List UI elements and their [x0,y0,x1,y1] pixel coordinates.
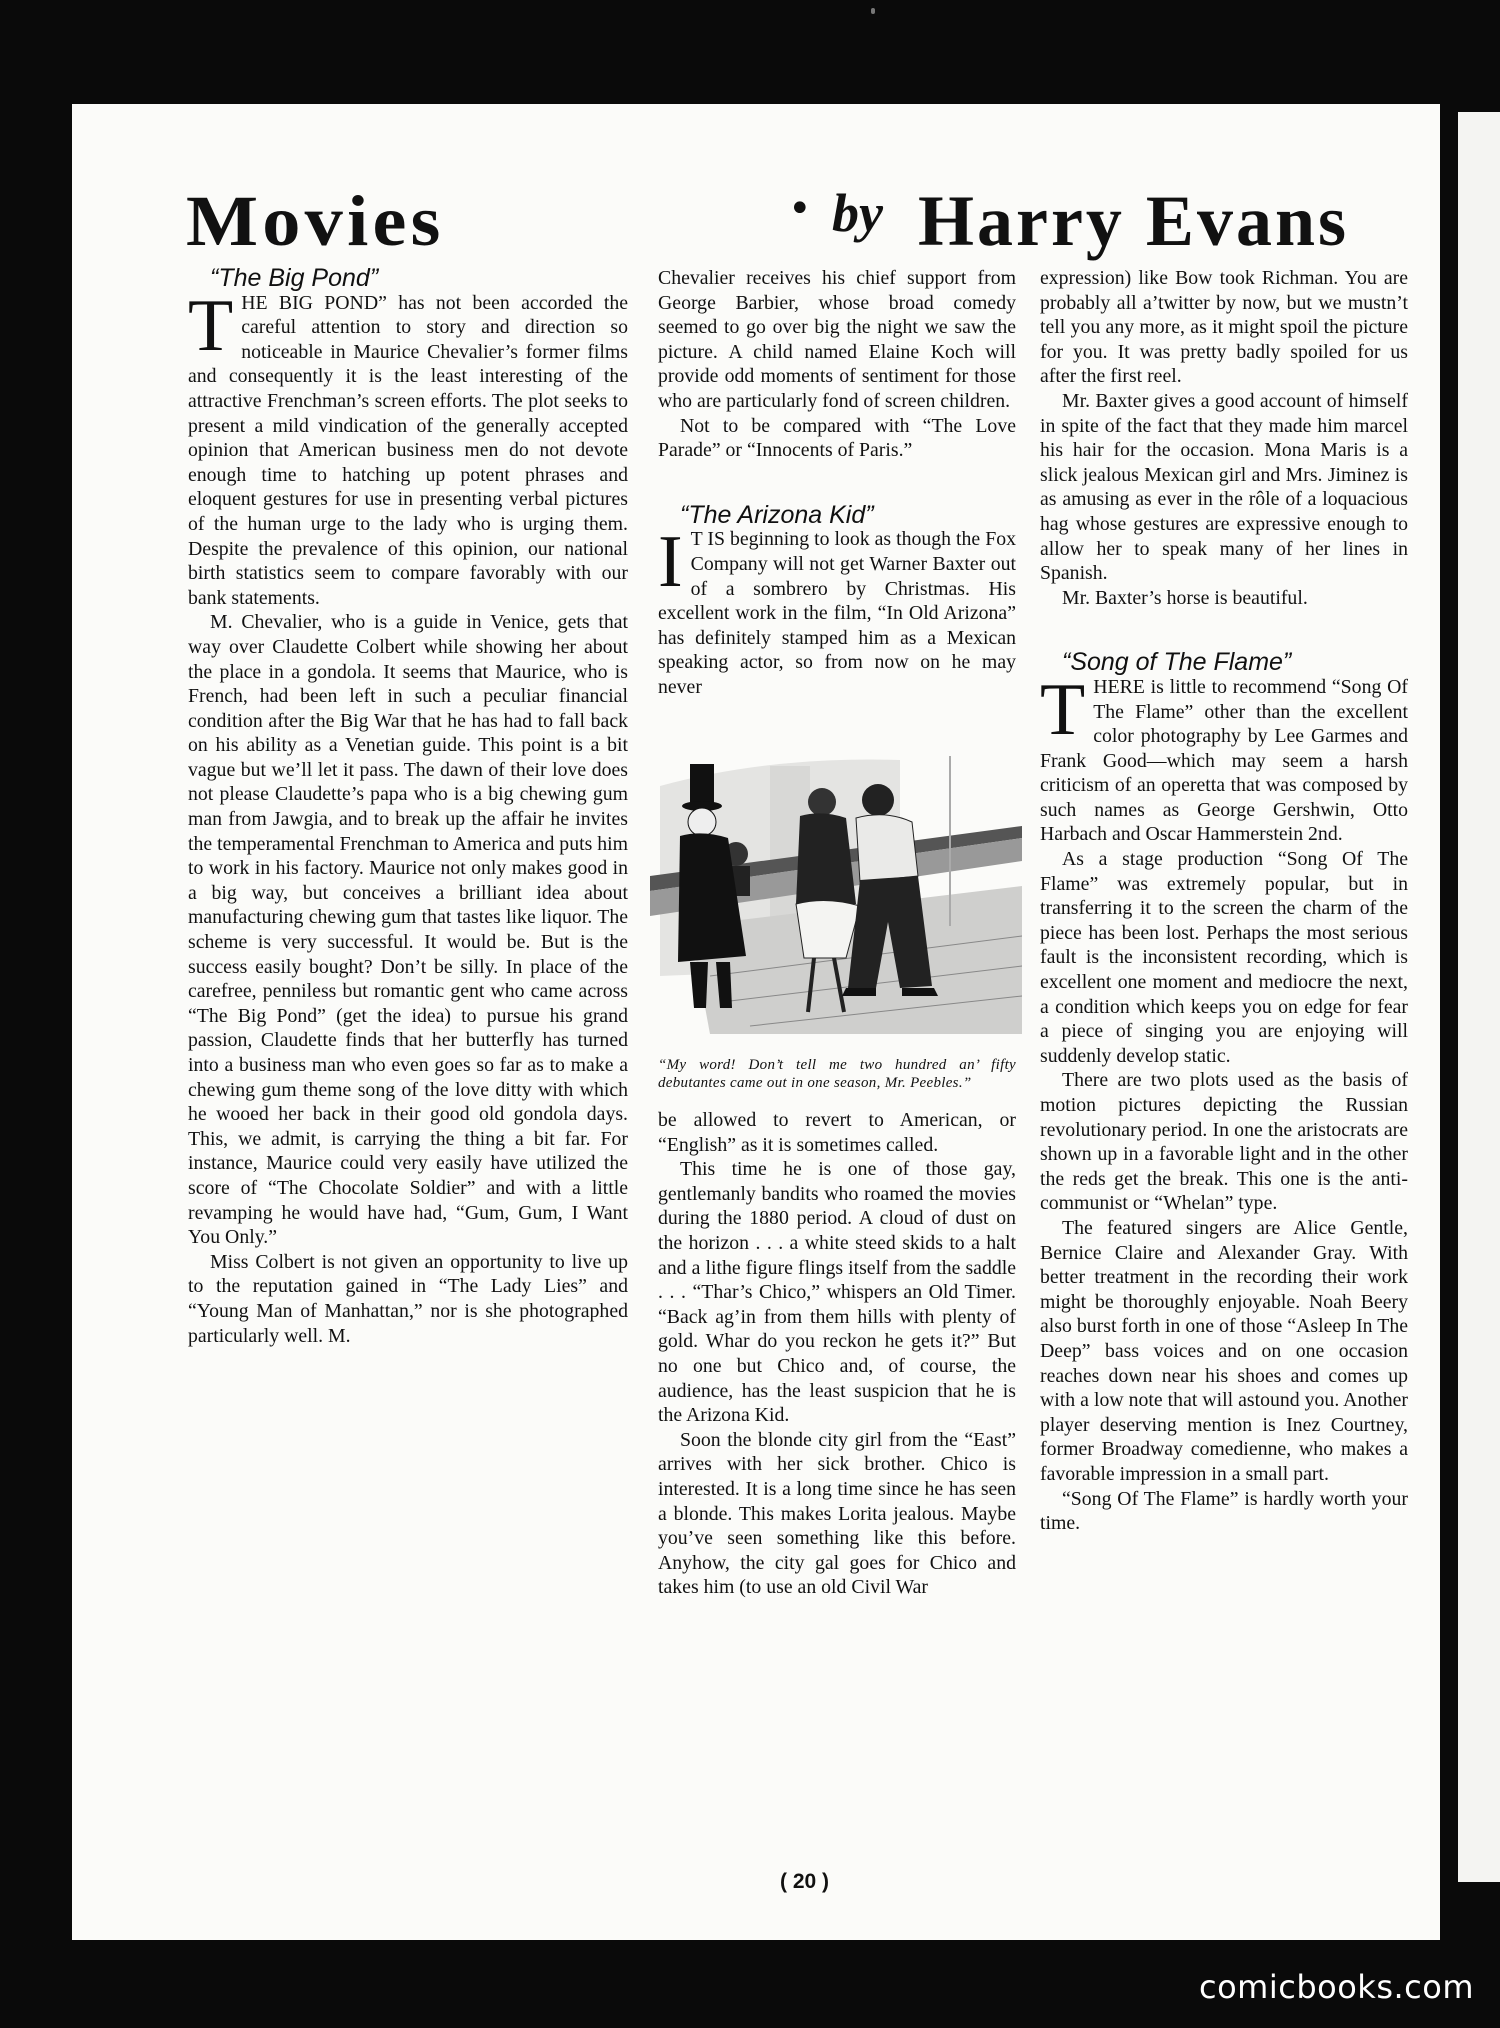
big-pond-paragraph-1 [188,284,628,611]
song-flame-paragraph-2: As a stage production “Song Of The Flame” was extremely popular, but in transferring it to the screen the charm of the piece has been lost. Perhaps the most serious fault is the inconsistent recording, which is excellent one moment and mediocre the next, a condition which keeps you on edge for fear a piece of singing you are enjoying will suddenly develop static. [1040,848,1408,1067]
big-pond-paragraph-4: Chevalier receives his chief support from George Barbier, whose broad comedy seemed to go over big the night we saw the picture. A child named Elaine Koch will provide odd moments of sentiment for those who are particularly fond of screen children. [658,267,1016,412]
section-heading-song-flame: “Song of The Flame” [1062,648,1292,677]
song-flame-paragraph-5: “Song Of The Flame” is hardly worth your time. [1040,1487,1408,1535]
cartoon-illustration [650,726,1022,1034]
arizona-paragraph-1 [658,521,1016,699]
masthead [0,181,1368,261]
arizona-paragraph-4: Soon the blonde city girl from the “East” arrives with her sick brother. Chico is interested. It is a long time since he has seen a blonde. This makes Lorita jealous. Maybe you’ve seen something like this before. Anyhow, the city gal goes for Chico and takes him (to use an old Civil War [658,1428,1016,1599]
arizona-paragraph-6: Mr. Baxter gives a good account of himself in spite of the fact that they made him marcel his hair for the occasion. Mona Maris is a slick jealous Mexican girl and Mrs. Jiminez is as amusing as ever in the rôle of a loquacious hag whose gestures are expressive enough to allow her to speak many of her lines in Spanish. [1040,389,1408,585]
column-1 [188,266,628,1348]
section-heading-arizona-kid: “The Arizona Kid” [680,500,874,529]
page-number: ( 20 ) [780,1870,830,1893]
masthead-by: by [832,183,883,243]
masthead-title: Movies [186,181,445,261]
arizona-paragraph-3: This time he is one of those gay, gentlemanly bandits who roamed the movies during the 1880 period. A cloud of dust on the horizon . . . a white steed skids to a halt and a lithe figure flings itself from the saddle . . . “Thar’s Chico,” whispers an Old Timer. “Back ag’in from them hills with plenty of gold. Whar do you reckon he gets it?” But no one but Chico and, of course, the audience, has the least suspicion that he is the Arizona Kid. [658,1158,1016,1427]
big-pond-paragraph-5: Not to be compared with “The Love Parade” or “Innocents of Paris.” [658,414,1016,462]
masthead-bullet: • [788,186,812,232]
watermark: comicbooks.com [1198,1968,1474,2006]
column-3 [1040,266,1408,1536]
paragraph-text: HE BIG POND” has not been accorded the careful attention to story and direction so noticeable in Maurice Chevalier’s former films and consequently it is the least interesting of the attractive Frenchman’s screen efforts. The plot seeks to present a mild vindication of the generally accepted opinion that American business men do not devote enough time to hatching up potent phrases and eloquent gestures for use in presenting verbal pictures of the human urge to the lady who is urging them. Despite the prevalence of this opinion, our national birth statistics seem to compare favorably with our bank statements. [188,291,628,609]
song-flame-paragraph-1 [1040,668,1408,847]
drop-cap: T [188,284,234,367]
paragraph-text: HERE is little to recommend “Song Of The Flame” other than the excellent color photography by Lee Garmes and Frank Good—which may seem a harsh criticism of an operetta that was composed by such names as George Gershwin, Otto Harbach and Oscar Hammerstein 2nd. [1040,675,1408,846]
facing-page-edge [1458,112,1500,1882]
song-flame-paragraph-4: The featured singers are Alice Gentle, Bernice Claire and Alexander Gray. With better treatment in the recording their work might be thoroughly enjoyable. Noah Beery also burst forth in one of those “Asleep In The Deep” bass voices and on one occasion reaches down near his shoes and comes up with a low note that will astound you. Another player deserving mention is Inez Courtney, former Broadway comedienne, who makes a favorable impression in a small part. [1040,1216,1408,1485]
column-2 [658,266,1016,1600]
song-flame-paragraph-3: There are two plots used as the basis of motion pictures depicting the Russian revolutionary period. In one the aristocrats are shown up in a favorable light and in the other the reds get the break. This one is the anti-communist or “Whelan” type. [1040,1069,1408,1215]
arizona-paragraph-7: Mr. Baxter’s horse is beautiful. [1062,586,1308,609]
drop-cap: I [658,521,683,604]
cartoon-caption: “My word! Don’t tell me two hundred an’ fifty debutantes came out in one season, Mr. Peebles.” [658,1057,1016,1092]
masthead-author: Harry Evans [918,181,1350,261]
big-pond-paragraph-3: Miss Colbert is not given an opportunity to live up to the reputation gained in “The Lady Lies” and “Young Man of Manhattan,” nor is she photographed particularly well. M. [188,1250,628,1347]
arizona-paragraph-2: be allowed to revert to American, or “English” as it is sometimes called. [658,1109,1016,1156]
scan-speck [871,8,875,14]
arizona-paragraph-5: expression) like Bow took Richman. You are probably all a’twitter by now, but we mustn’t tell you any more, as it might spoil the picture for you. It was pretty badly spoiled for us after the first reel. [1040,267,1408,388]
drop-cap: T [1040,668,1086,751]
paragraph-text: T IS beginning to look as though the Fox Company will not get Warner Baxter out of a sombrero by Christmas. His excellent work in the film, “In Old Arizona” has definitely stamped him as a Mexican speaking actor, so from now on he may never [658,528,1016,698]
section-heading-big-pond: “The Big Pond” [210,264,379,292]
big-pond-paragraph-2: M. Chevalier, who is a guide in Venice, gets that way over Claudette Colbert while showing her about the place in a gondola. It seems that Maurice, who is French, had been left in such a peculiar financial condition after the Big War that he has had to fall back on his ability as a Venetian guide. This point is a bit vague but we’ll let it pass. The dawn of their love does not please Claudette’s papa who is a big chewing gum man from Jawgia, and to break up the affair he invites the temperamental Frenchman to America and puts him to work in his factory. Maurice not only makes good in a big way, but conceives a brilliant idea about manufacturing chewing gum that tastes like liquor. The scheme is very successful. It would be. But is the success easily bought? Don’t be silly. In place of the carefree, penniless but romantic gent who came across “The Big Pond” (get the idea) to pursue his grand passion, Claudette finds that her butterfly has turned into a business man who even goes so far as to make a chewing gum theme song of the love ditty with which he wooed her back in their good old gondola days. This, we admit, is carrying the thing a bit far. For instance, Maurice could very easily have utilized the score of “The Chocolate Soldier” and with a little revamping he would have had, “Gum, Gum, I Want You Only.” [188,611,628,1249]
